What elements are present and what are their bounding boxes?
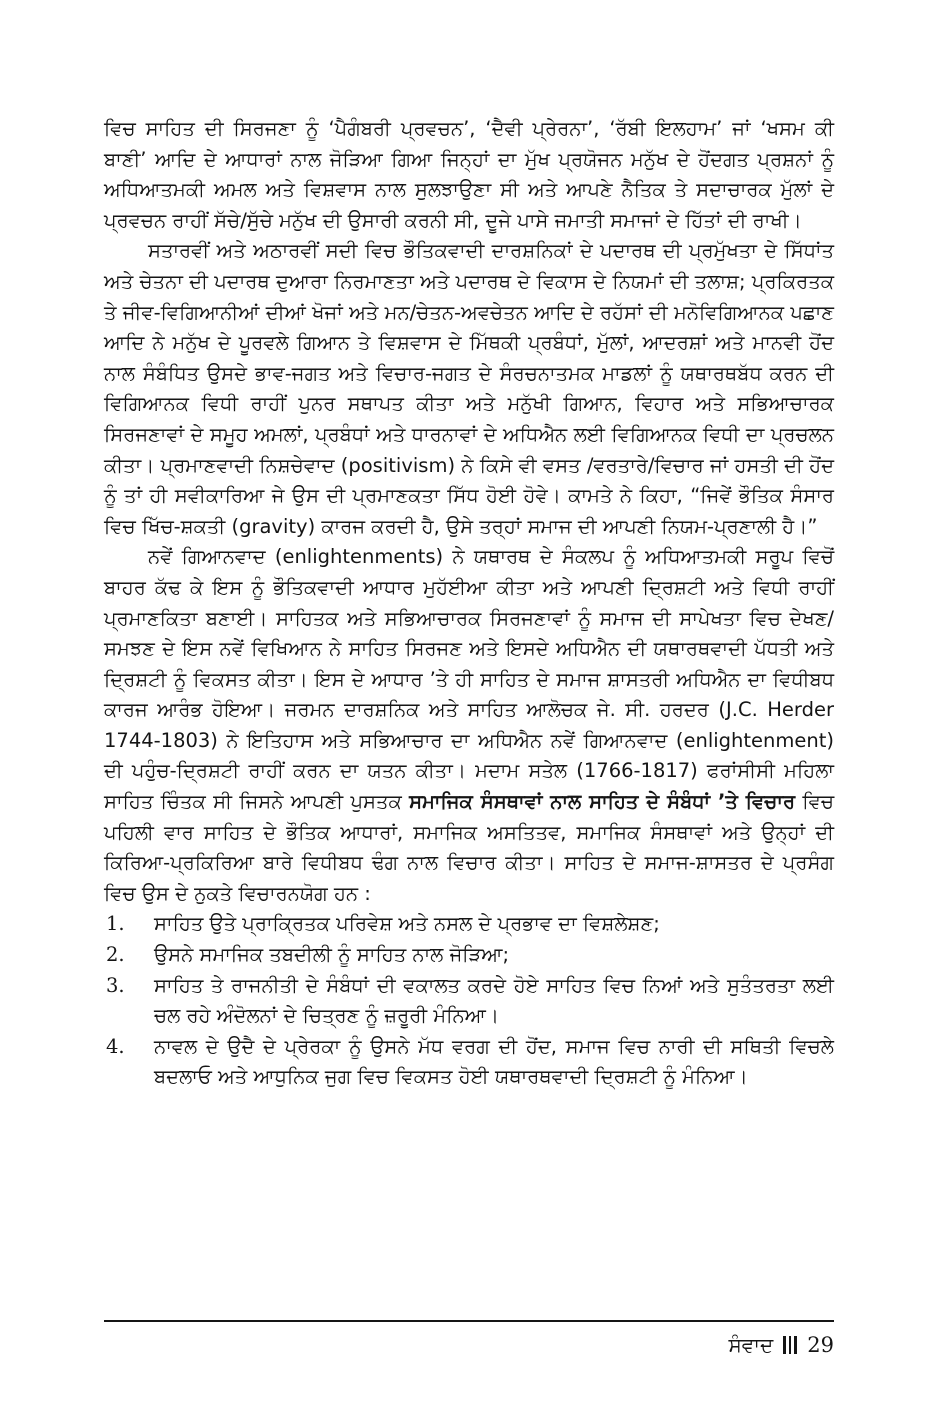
list-item (104, 971, 834, 1032)
list-item-number: 2. (106, 943, 125, 967)
list-item-number: 1. (106, 912, 125, 936)
numbered-list (104, 909, 834, 1093)
paragraph-1: ਵਿਚ ਸਾਹਿਤ ਦੀ ਸਿਰਜਣਾ ਨੂੰ ‘ਪੈਗੰਬਰੀ ਪ੍ਰਵਚਨ’, ‘ਦੈਵੀ ਪ੍ਰੇਰਨਾ’, ‘ਰੱਬੀ ਇਲਹਾਮ’ ਜਾਂ ‘ਖਸਮ ਕੀ ਬਾਣੀ’ ਆਦਿ ਦੇ ਆਧਾਰਾਂ ਨਾਲ ਜੋੜਿਆ ਗਿਆ ਜਿਨ੍ਹਾਂ ਦਾ ਮੁੱਖ ਪ੍ਰਯੋਜਨ ਮਨੁੱਖ ਦੇ ਹੋਂਦਗਤ ਪ੍ਰਸ਼ਨਾਂ ਨੂੰ ਅਧਿਆਤਮਕੀ ਅਮਲ ਅਤੇ ਵਿਸ਼ਵਾਸ ਨਾਲ ਸੁਲਝਾਉਣਾ ਸੀ ਅਤੇ ਆਪਣੇ ਨੈਤਿਕ ਤੇ ਸਦਾਚਾਰਕ ਮੁੱਲਾਂ ਦੇ ਪ੍ਰਵਚਨ ਰਾਹੀਂ ਸੱਚੇ/ਸੁੱਚੇ ਮਨੁੱਖ ਦੀ ਉਸਾਰੀ ਕਰਨੀ ਸੀ, ਦੂਜੇ ਪਾਸੇ ਜਮਾਤੀ ਸਮਾਜਾਂ ਦੇ ਹਿੱਤਾਂ ਦੀ ਰਾਖੀ। (104, 117, 834, 232)
page-number: 29 (807, 1333, 834, 1357)
page-footer (728, 1330, 834, 1360)
paragraph-3 (104, 542, 834, 909)
paragraph-3-text-a: ਨਵੇਂ ਗਿਆਨਵਾਦ (enlightenments) ਨੇ ਯਥਾਰਥ ਦੇ ਸੰਕਲਪ ਨੂੰ ਅਧਿਆਤਮਕੀ ਸਰੂਪ ਵਿਚੋਂ ਬਾਹਰ ਕੱਢ ਕੇ ਇਸ ਨੂੰ ਭੌਤਿਕਵਾਦੀ ਆਧਾਰ ਮੁਹੱਈਆ ਕੀਤਾ ਅਤੇ ਆਪਣੀ ਦ੍ਰਿਸ਼ਟੀ ਅਤੇ ਵਿਧੀ ਰਾਹੀਂ ਪ੍ਰਮਾਣਕਿਤਾ ਬਣਾਈ। ਸਾਹਿਤਕ ਅਤੇ ਸਭਿਆਚਾਰਕ ਸਿਰਜਣਾਵਾਂ ਨੂੰ ਸਮਾਜ ਦੀ ਸਾਪੇਖਤਾ ਵਿਚ ਦੇਖਣ/ਸਮਝਣ ਦੇ ਇਸ ਨਵੇਂ ਵਿਖਿਆਨ ਨੇ ਸਾਹਿਤ ਸਿਰਜਣ ਅਤੇ ਇਸਦੇ ਅਧਿਐਨ ਦੀ ਯਥਾਰਥਵਾਦੀ ਪੱਧਤੀ ਅਤੇ ਦ੍ਰਿਸ਼ਟੀ ਨੂੰ ਵਿਕਸਤ ਕੀਤਾ। ਇਸ ਦੇ ਆਧਾਰ ’ਤੇ ਹੀ ਸਾਹਿਤ ਦੇ ਸਮਾਜ ਸ਼ਾਸਤਰੀ ਅਧਿਐਨ ਦਾ ਵਿਧੀਬਧ ਕਾਰਜ ਆਰੰਭ ਹੋਇਆ। ਜਰਮਨ ਦਾਰਸ਼ਨਿਕ ਅਤੇ ਸਾਹਿਤ ਆਲੋਚਕ ਜੇ. ਸੀ. ਹਰਦਰ (J.C. Herder 1744-1803) ਨੇ ਇਤਿਹਾਸ ਅਤੇ ਸਭਿਆਚਾਰ ਦਾ ਅਧਿਐਨ ਨਵੇਂ ਗਿਆਨਵਾਦ (enlightenment) ਦੀ ਪਹੁੰਚ-ਦ੍ਰਿਸ਼ਟੀ ਰਾਹੀਂ ਕਰਨ ਦਾ ਯਤਨ ਕੀਤਾ। ਮਦਾਮ ਸਤੇਲ (1766-1817) ਫਰਾਂਸੀਸੀ ਮਹਿਲਾ ਸਾਹਿਤ ਚਿੰਤਕ ਸੀ ਜਿਸਨੇ ਆਪਣੀ ਪੁਸਤਕ (104, 545, 834, 814)
list-item (104, 909, 834, 940)
list-item (104, 940, 834, 971)
paragraph-3-text-b: ਵਿਚ ਪਹਿਲੀ ਵਾਰ ਸਾਹਿਤ ਦੇ ਭੌਤਿਕ ਆਧਾਰਾਂ, ਸਮਾਜਿਕ ਅਸਤਿਤਵ, ਸਮਾਜਿਕ ਸੰਸਥਾਵਾਂ ਅਤੇ ਉਨ੍ਹਾਂ ਦੀ ਕਿਰਿਆ-ਪ੍ਰਕਿਰਿਆ ਬਾਰੇ ਵਿਧੀਬਧ ਢੰਗ ਨਾਲ ਵਿਚਾਰ ਕੀਤਾ। ਸਾਹਿਤ ਦੇ ਸਮਾਜ-ਸ਼ਾਸਤਰ ਦੇ ਪ੍ਰਸੰਗ ਵਿਚ ਉਸ ਦੇ ਨੁਕਤੇ ਵਿਚਾਰਨਯੋਗ ਹਨ : (104, 790, 835, 905)
list-item-text: ਨਾਵਲ ਦੇ ਉਦੈ ਦੇ ਪ੍ਰੇਰਕਾ ਨੂੰ ਉਸਨੇ ਮੱਧ ਵਰਗ ਦੀ ਹੋਂਦ, ਸਮਾਜ ਵਿਚ ਨਾਰੀ ਦੀ ਸਥਿਤੀ ਵਿਚਲੇ ਬਦਲਾਓ ਅਤੇ ਆਧੁਨਿਕ ਜੁਗ ਵਿਚ ਵਿਕਸਤ ਹੋਈ ਯਥਾਰਥਵਾਦੀ ਦ੍ਰਿਸ਼ਟੀ ਨੂੰ ਮੰਨਿਆ। (154, 1034, 834, 1089)
list-item-number: 4. (106, 1034, 125, 1058)
paragraph-2: ਸਤਾਰਵੀਂ ਅਤੇ ਅਠਾਰਵੀਂ ਸਦੀ ਵਿਚ ਭੌਤਿਕਵਾਦੀ ਦਾਰਸ਼ਨਿਕਾਂ ਦੇ ਪਦਾਰਥ ਦੀ ਪ੍ਰਮੁੱਖਤਾ ਦੇ ਸਿੱਧਾਂਤ ਅਤੇ ਚੇਤਨਾ ਦੀ ਪਦਾਰਥ ਦੁਆਰਾ ਨਿਰਮਾਣਤਾ ਅਤੇ ਪਦਾਰਥ ਦੇ ਵਿਕਾਸ ਦੇ ਨਿਯਮਾਂ ਦੀ ਤਲਾਸ਼; ਪ੍ਰਕਿਰਤਕ ਤੇ ਜੀਵ-ਵਿਗਿਆਨੀਆਂ ਦੀਆਂ ਖੋਜਾਂ ਅਤੇ ਮਨ/ਚੇਤਨ-ਅਵਚੇਤਨ ਆਦਿ ਦੇ ਰਹੱਸਾਂ ਦੀ ਮਨੋਵਿਗਿਆਨਕ ਪਛਾਣ ਆਦਿ ਨੇ ਮਨੁੱਖ ਦੇ ਪੂਰਵਲੇ ਗਿਆਨ ਤੇ ਵਿਸ਼ਵਾਸ ਦੇ ਮਿੱਥਕੀ ਪ੍ਰਬੰਧਾਂ, ਮੁੱਲਾਂ, ਆਦਰਸ਼ਾਂ ਅਤੇ ਮਾਨਵੀ ਹੋਂਦ ਨਾਲ ਸੰਬੰਧਿਤ ਉਸਦੇ ਭਾਵ-ਜਗਤ ਅਤੇ ਵਿਚਾਰ-ਜਗਤ ਦੇ ਸੰਰਚਨਾਤਮਕ ਮਾਡਲਾਂ ਨੂੰ ਯਥਾਰਥਬੱਧ ਕਰਨ ਦੀ ਵਿਗਿਆਨਕ ਵਿਧੀ ਰਾਹੀਂ ਪੁਨਰ ਸਥਾਪਤ ਕੀਤਾ ਅਤੇ ਮਨੁੱਖੀ ਗਿਆਨ, ਵਿਹਾਰ ਅਤੇ ਸਭਿਆਚਾਰਕ ਸਿਰਜਣਾਵਾਂ ਦੇ ਸਮੂਹ ਅਮਲਾਂ, ਪ੍ਰਬੰਧਾਂ ਅਤੇ ਧਾਰਨਾਵਾਂ ਦੇ ਅਧਿਐਨ ਲਈ ਵਿਗਿਆਨਕ ਵਿਧੀ ਦਾ ਪ੍ਰਚਲਨ ਕੀਤਾ। ਪ੍ਰਮਾਣਵਾਦੀ ਨਿਸ਼ਚੇਵਾਦ (positivism) ਨੇ ਕਿਸੇ ਵੀ ਵਸਤ /ਵਰਤਾਰੇ/ਵਿਚਾਰ ਜਾਂ ਹਸਤੀ ਦੀ ਹੋਂਦ ਨੂੰ ਤਾਂ ਹੀ ਸਵੀਕਾਰਿਆ ਜੇ ਉਸ ਦੀ ਪ੍ਰਮਾਣਕਤਾ ਸਿੱਧ ਹੋਈ ਹੋਵੇ। ਕਾਮਤੇ ਨੇ ਕਿਹਾ, “ਜਿਵੇਂ ਭੌਤਿਕ ਸੰਸਾਰ ਵਿਚ ਖਿੱਚ-ਸ਼ਕਤੀ (gravity) ਕਾਰਜ ਕਰਦੀ ਹੈ, ਉਸੇ ਤਰ੍ਹਾਂ ਸਮਾਜ ਦੀ ਆਪਣੀ ਨਿਯਮ-ਪ੍ਰਣਾਲੀ ਹੈ।” (104, 239, 834, 538)
footer-divider (104, 1320, 834, 1322)
list-item-number: 3. (106, 973, 125, 997)
book-title-bold: ਸਮਾਜਿਕ ਸੰਸਥਾਵਾਂ ਨਾਲ ਸਾਹਿਤ ਦੇ ਸੰਬੰਧਾਂ ’ਤੇ ਵਿਚਾਰ (409, 790, 796, 814)
separator-bars-icon (783, 1336, 797, 1354)
journal-name: ਸੰਵਾਦ (728, 1333, 774, 1357)
list-item-text: ਸਾਹਿਤ ਉਤੇ ਪ੍ਰਾਕ੍ਰਿਤਕ ਪਰਿਵੇਸ਼ ਅਤੇ ਨਸਲ ਦੇ ਪ੍ਰਭਾਵ ਦਾ ਵਿਸ਼ਲੇਸ਼ਣ; (154, 912, 660, 936)
list-item-text: ਸਾਹਿਤ ਤੇ ਰਾਜਨੀਤੀ ਦੇ ਸੰਬੰਧਾਂ ਦੀ ਵਕਾਲਤ ਕਰਦੇ ਹੋਏ ਸਾਹਿਤ ਵਿਚ ਨਿਆਂ ਅਤੇ ਸੁਤੰਤਰਤਾ ਲਈ ਚਲ ਰਹੇ ਅੰਦੋਲਨਾਂ ਦੇ ਚਿਤ੍ਰਣ ਨੂੰ ਜ਼ਰੂਰੀ ਮੰਨਿਆ। (154, 973, 834, 1028)
body-text (104, 114, 834, 1093)
list-item-text: ਉਸਨੇ ਸਮਾਜਿਕ ਤਬਦੀਲੀ ਨੂੰ ਸਾਹਿਤ ਨਾਲ ਜੋੜਿਆ; (154, 943, 510, 967)
list-item (104, 1032, 834, 1093)
